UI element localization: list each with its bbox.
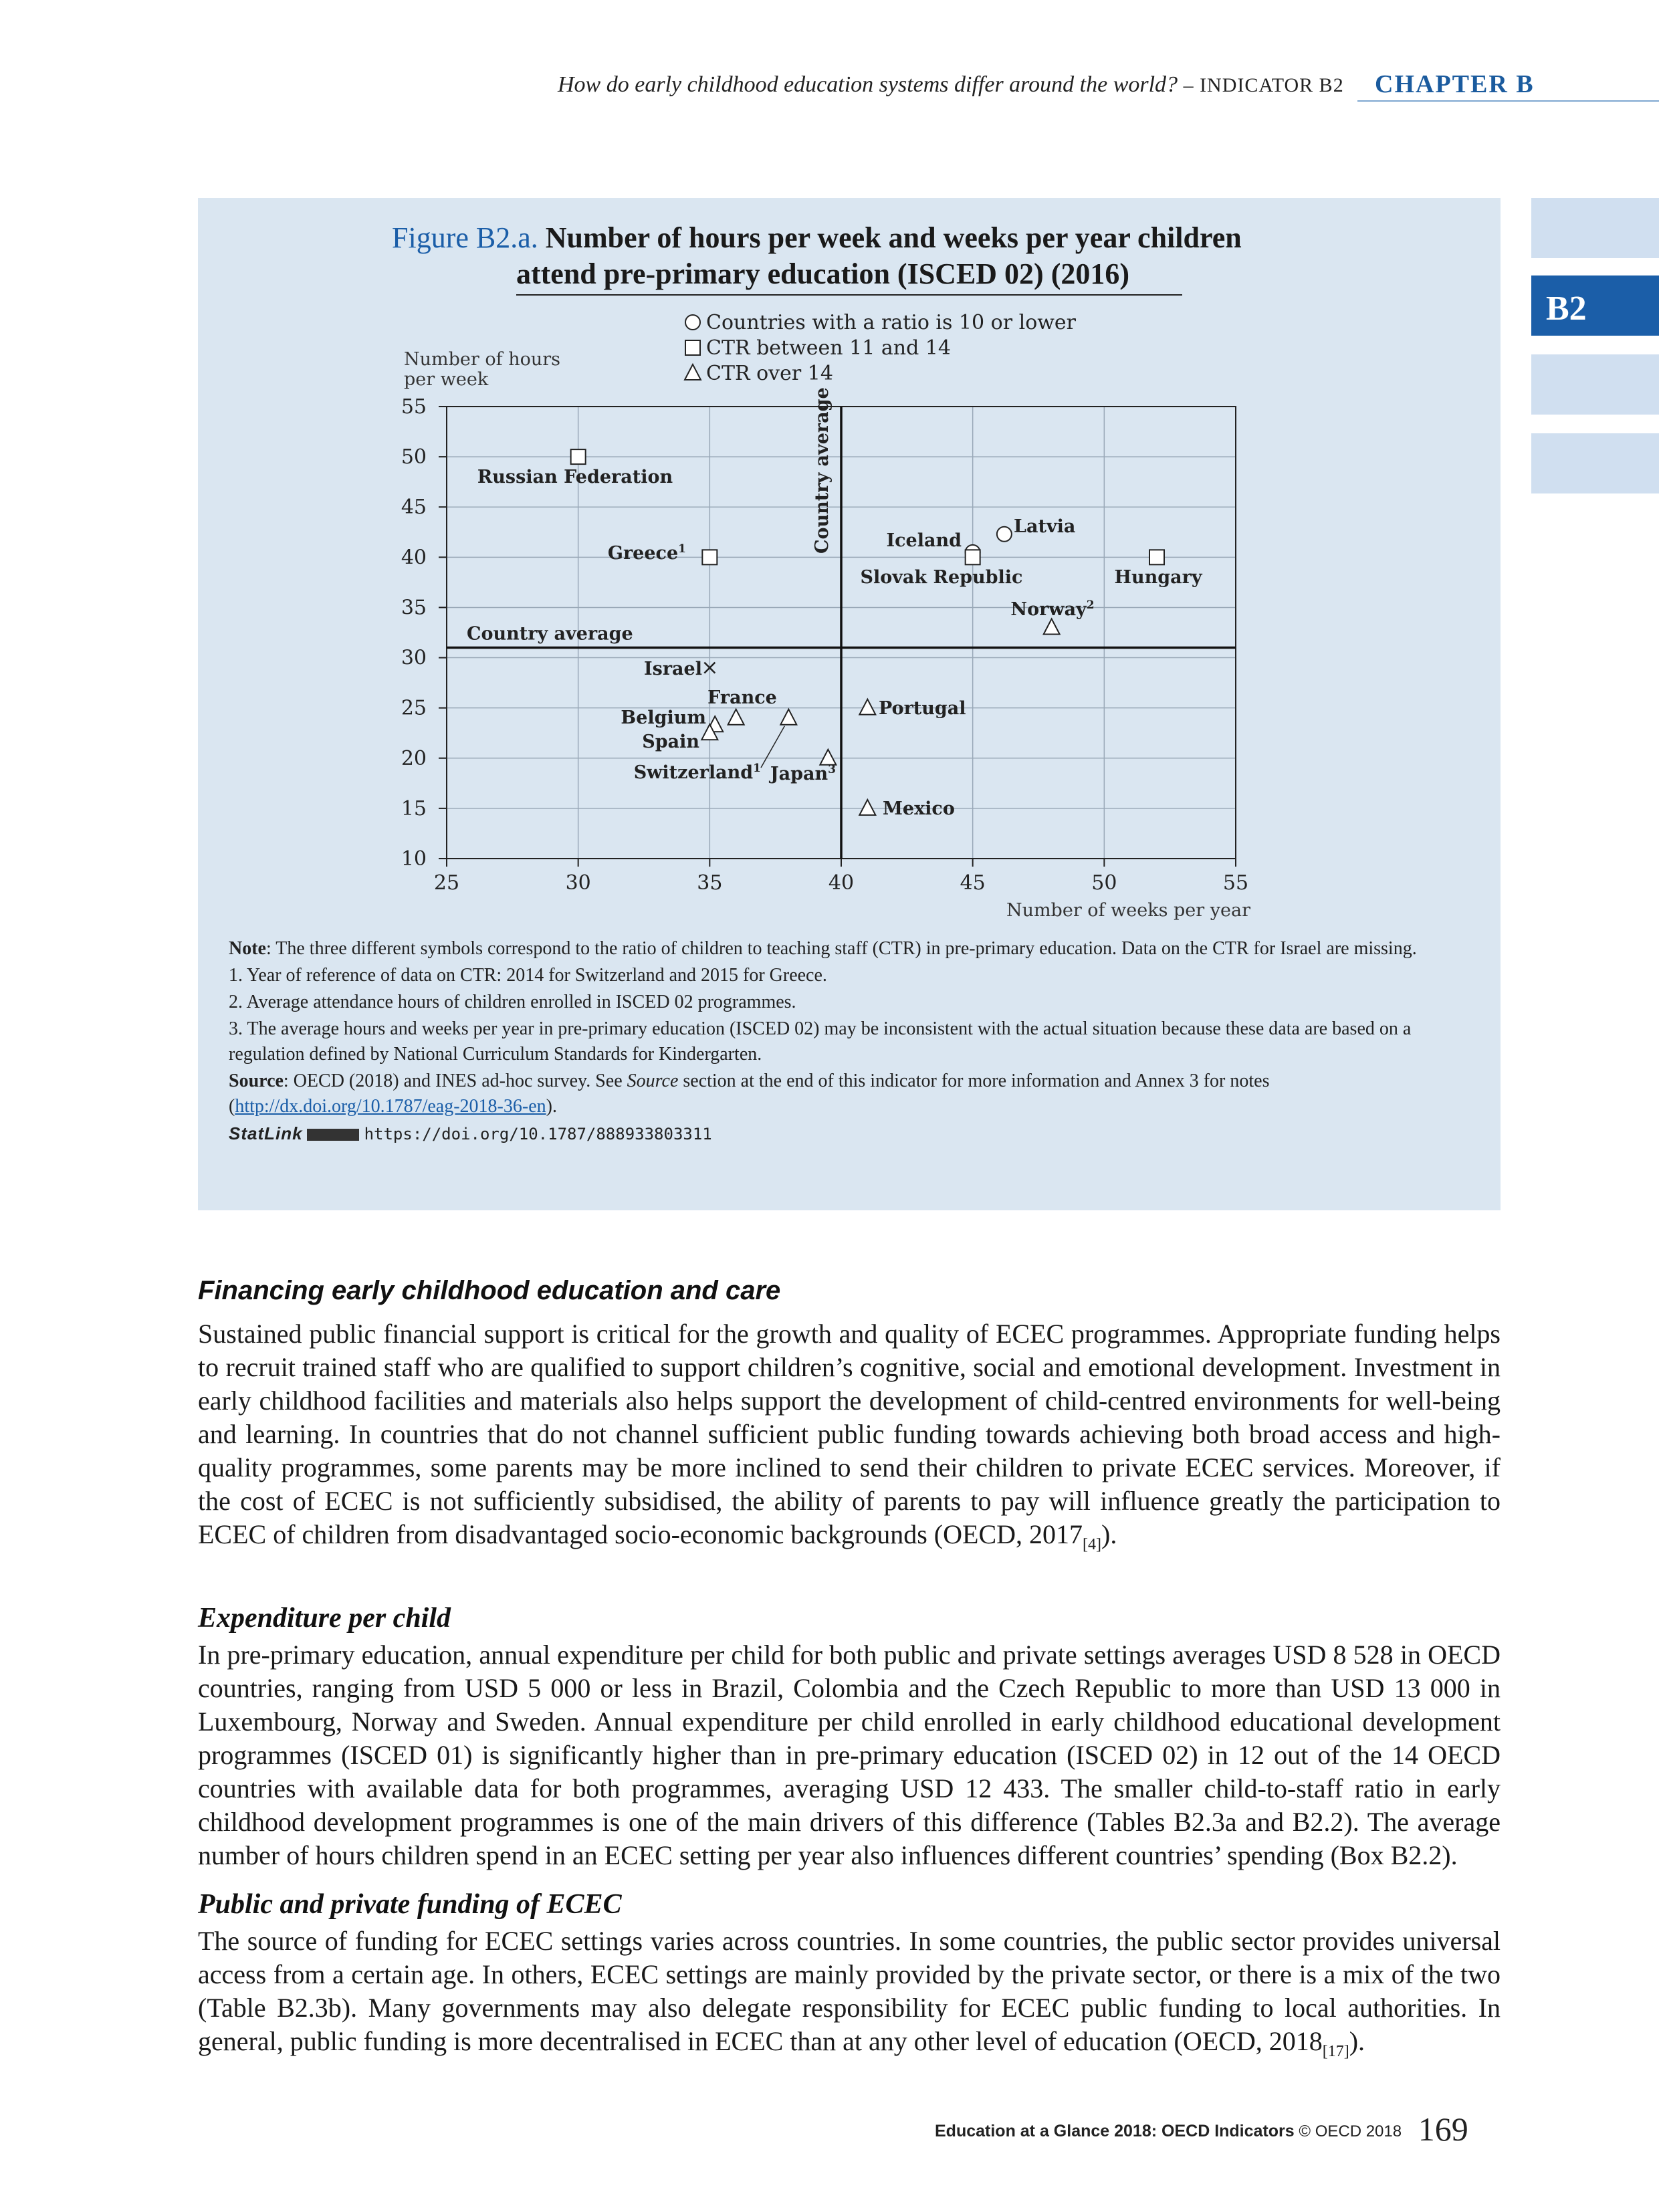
source-end: ). [546,1096,557,1117]
point-label-superscript: 3 [828,763,836,776]
point-label-superscript: 1 [678,542,686,556]
note-text: : The three different symbols correspond to the ratio of children to teaching staff (CTR) in pre-primary education. Data on the CTR for Israel are missing. [265,938,1417,959]
point-switzerland [780,709,796,725]
statlink [229,1121,1472,1147]
y-tick-label: 55 [401,395,427,419]
y-axis-label-line1: Number of hours [404,349,560,370]
side-tab-label: B2 [1546,290,1587,328]
point-label: Belgium [621,707,706,728]
page-number: 169 [1418,2110,1468,2148]
legend-label: CTR over 14 [706,362,833,385]
y-tick-label: 25 [401,696,427,720]
point-label-superscript: 2 [1086,598,1095,612]
x-tick-label: 55 [1222,871,1249,895]
figure-title-line1: Number of hours per week and weeks per year children [545,221,1242,254]
note-general [229,936,1472,962]
page-footer [935,2110,1468,2148]
point-label: Israel [644,659,702,679]
point-label: Iceland [886,530,962,551]
point-mexico [859,800,875,815]
paragraph-3-text: The source of funding for ECEC settings varies across countries. In some countries, the public sector provides universal access from a certain age. In others, ECEC settings are mainly provided by the private sector, or there is a mix of the two (Table B2.3b). Many governments may also delegate responsibility for ECEC public funding to local authorities. In general, public funding is more decentralised in ECEC than at any other level of education (OECD, 2018 [198,1926,1501,2056]
paragraph-3 [198,1924,1501,2068]
figure-title-line2: attend pre-primary education (ISCED 02) (2016) [516,257,1130,290]
switzerland-leader-line [761,726,784,768]
y-tick-label: 45 [401,495,427,520]
ref-4: [4] [1083,1536,1101,1553]
point-label: Russian Federation [477,467,673,487]
scatter-chart [0,0,1659,936]
source-text-a: : OECD (2018) and INES ad-hoc survey. See [283,1071,627,1091]
footer-title: Education at a Glance 2018: OECD Indicators [935,2122,1295,2140]
point-label: Slovak Republic [860,567,1023,588]
x-tick-label: 50 [1091,871,1117,895]
point-label: Portugal [879,698,966,719]
x-tick-label: 35 [697,871,723,895]
figure-label: Figure B2.a. [392,221,538,254]
legend-circle-icon [685,315,700,330]
y-tick-label: 15 [401,796,427,820]
y-tick-label: 50 [401,445,427,469]
point-label: Greece$^1$ [607,542,686,564]
average-label-horizontal: Country average [467,623,633,645]
source-italic: Source [627,1071,679,1091]
point-label: France [707,687,777,708]
point-label: Spain [642,732,699,752]
point-hungary [1149,550,1164,564]
note-label: Note [229,938,266,959]
note-3: 3. The average hours and weeks per year in pre-primary education (ISCED 02) may be inconsistent with the actual situation because these data are based on a regulation defined by National Curriculum Standards for Kindergarten. [229,1018,1412,1065]
x-tick-label: 40 [828,871,855,895]
y-tick-label: 35 [401,596,427,620]
y-tick-label: 10 [401,847,427,871]
running-title: How do early childhood education systems differ around the world? [558,72,1178,97]
legend-triangle-icon [685,364,701,380]
paragraph-2: In pre-primary education, annual expenditure per child for both public and private settings averages USD 8 528 in OECD countries, ranging from USD 5 000 or less in Brazil, Colombia and the Czech Republic to more than USD 13 000 in Luxembourg, Norway and Sweden. Annual expenditure per child enrolled in early childhood educational development programmes (ISCED 01) is significantly higher than in pre-primary education (ISCED 02) in 12 out of the 14 OECD countries with available data for both programmes, averaging USD 12 433. The smaller child-to-staff ratio in early childhood development programmes is one of the main drivers of this difference (Tables B2.3a and B2.2). The average number of hours children spend in an ECEC setting per year also influences different countries’ spending (Box B2.2). [198,1640,1501,1870]
paragraph-1-end: ). [1101,1519,1117,1549]
x-axis-label: Number of weeks per year [1006,900,1250,921]
y-tick-label: 30 [401,646,427,670]
ref-17: [17] [1322,2043,1349,2060]
source-note [229,1069,1472,1119]
figure-notes [229,936,1472,1148]
point-greece [702,550,717,564]
point-portugal [859,699,875,715]
source-text-b: section at the end of this indicator for more information and Annex 3 for notes ( [229,1071,1270,1117]
legend-square-icon [685,340,700,355]
paragraph-3-end: ). [1349,2026,1365,2056]
y-axis-label-line2: per week [404,369,489,390]
legend-label: Countries with a ratio is 10 or lower [706,311,1077,334]
paragraph-1-text: Sustained public financial support is critical for the growth and quality of ECEC programmes. Appropriate funding helps to recruit trained staff who are qualified to support children’s cognitive, social and emotional development. Investment in early childhood facilities and materials also helps support the development of child-centred environments for well-being and learning. In countries that do not channel sufficient public funding towards achieving both broad access and high-quality programmes, some parents may be more inclined to send their children to private ECEC services. Moreover, if the cost of ECEC is not sufficiently subsidised, the ability of parents to pay will influence greatly the participation to ECEC of children from disadvantaged socio-economic backgrounds (OECD, 2017 [198,1319,1501,1549]
statlink-url[interactable]: https://doi.org/10.1787/888933803311 [364,1125,712,1143]
x-tick-label: 25 [433,871,460,895]
note-2: 2. Average attendance hours of children enrolled in ISCED 02 programmes. [229,992,796,1012]
point-label: Japan$^3$ [770,763,836,784]
point-label: Switzerland$^1$ [633,762,761,783]
point-france [728,709,744,725]
legend-label: CTR between 11 and 14 [706,336,951,360]
indicator-label: – INDICATOR B2 [1183,74,1344,96]
note-1: 1. Year of reference of data on CTR: 2014 for Switzerland and 2015 for Greece. [229,965,827,986]
subheading-expenditure: Expenditure per child [198,1603,451,1634]
chapter-label: CHAPTER B [1375,70,1535,98]
source-link[interactable]: http://dx.doi.org/10.1787/eag-2018-36-en [235,1096,546,1117]
subheading-funding: Public and private funding of ECEC [198,1889,622,1920]
footer-copyright: © OECD 2018 [1299,2122,1402,2140]
point-label: Mexico [883,798,955,819]
x-tick-label: 45 [960,871,986,895]
point-label: Latvia [1014,516,1076,537]
point-norway [1044,619,1060,634]
point-label: Norway$^2$ [1010,598,1095,620]
point-label-superscript: 1 [753,762,761,775]
statlink-label: StatLink [229,1123,303,1143]
section-heading: Financing early childhood education and care [198,1276,781,1305]
y-tick-label: 20 [401,746,427,770]
point-latvia [997,527,1012,542]
paragraph-1 [198,1317,1501,1561]
average-label-vertical: Country average [812,387,833,554]
point-slovak-republic [966,550,980,564]
statlink-logo-icon [307,1129,359,1141]
source-label: Source [229,1071,284,1091]
point-label: Hungary [1114,567,1202,588]
x-tick-label: 30 [565,871,591,895]
y-tick-label: 40 [401,546,427,570]
point-russian-federation [571,449,586,464]
